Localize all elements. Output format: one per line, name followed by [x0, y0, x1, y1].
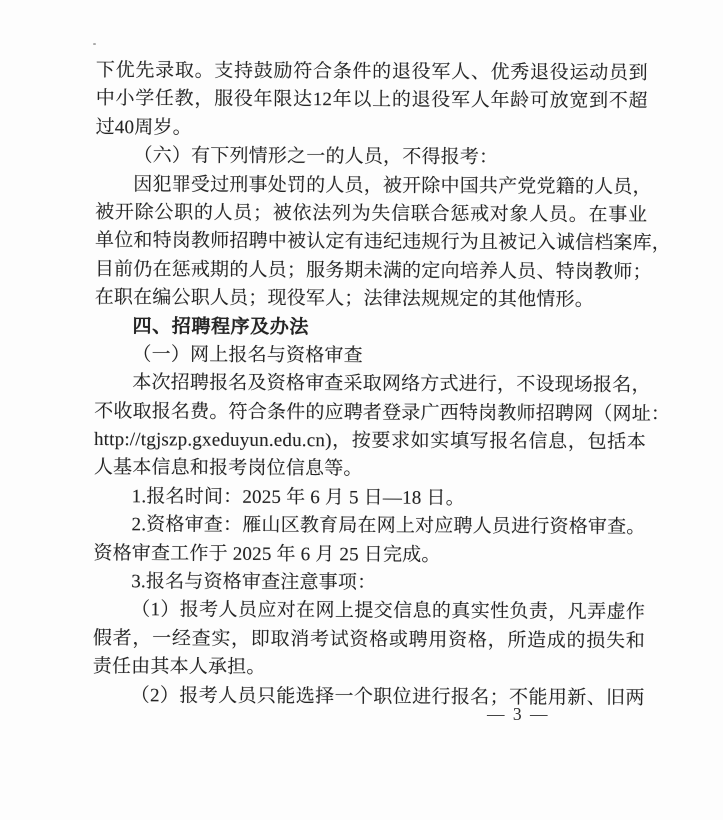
text-line: （2）报考人员只能选择一个职位进行报名；不能用新、旧两 [130, 684, 645, 709]
text-line: 人基本信息和报考岗位信息等。 [93, 457, 363, 480]
text-line: 过40周岁。 [95, 116, 192, 139]
text-line: 中小学任教，服役年限达12年以上的退役军人年龄可放宽到不超 [95, 88, 648, 113]
text-line: 3.报名与资格审查注意事项： [131, 571, 377, 594]
text-line: 在职在编公职人员；现役军人；法律法规规定的其他情形。 [94, 287, 594, 311]
text-line: 因犯罪受过刑事处罚的人员，被开除中国共产党党籍的人员， [133, 173, 652, 198]
text-line: 目前仍在惩戒期的人员；服务期未满的定向培养人员、特岗教师； [94, 258, 652, 283]
text-line: （1）报考人员应对在网上提交信息的真实性负责，凡弄虚作 [131, 599, 646, 624]
section-heading: 四、招聘程序及办法 [132, 315, 310, 338]
text-line: 1.报名时间：2025 年 6 月 5 日—18 日。 [131, 486, 465, 509]
text-line: 被开除公职的人员；被依法列为失信联合惩戒对象人员。在事业 [95, 201, 648, 226]
document-body [92, 57, 672, 713]
text-line: 单位和特岗教师招聘中被认定有违纪违规行为且被记入诚信档案库， [94, 230, 672, 255]
page-number: — 3 — [487, 704, 550, 724]
text-line: （六）有下列情形之一的人员，不得报考： [133, 145, 499, 169]
text-line: 不收取报名费。符合条件的应聘者登录广西特岗教师招聘网（网址： [94, 400, 671, 425]
subsection-heading: （一）网上报名与资格审查 [132, 344, 363, 367]
text-line: 资格审查工作于 2025 年 6 月 25 日完成。 [93, 542, 441, 566]
text-line: 本次招聘报名及资格审查采取网络方式进行，不设现场报名， [132, 372, 651, 397]
text-line: 2.资格审查：雁山区教育局在网上对应聘人员进行资格审查。 [131, 514, 646, 539]
text-line: 下优先录取。支持鼓励符合条件的退役军人、优秀退役运动员到 [95, 59, 648, 84]
text-line: http://tgjszp.gxeduyun.edu.cn)，按要求如实填写报名信息，包括本 [93, 429, 647, 453]
text-line: 责任由其本人承担。 [92, 656, 266, 679]
text-line: 假者，一经查实，即取消考试资格或聘用资格，所造成的损失和 [92, 627, 646, 652]
scan-speck [93, 43, 96, 45]
